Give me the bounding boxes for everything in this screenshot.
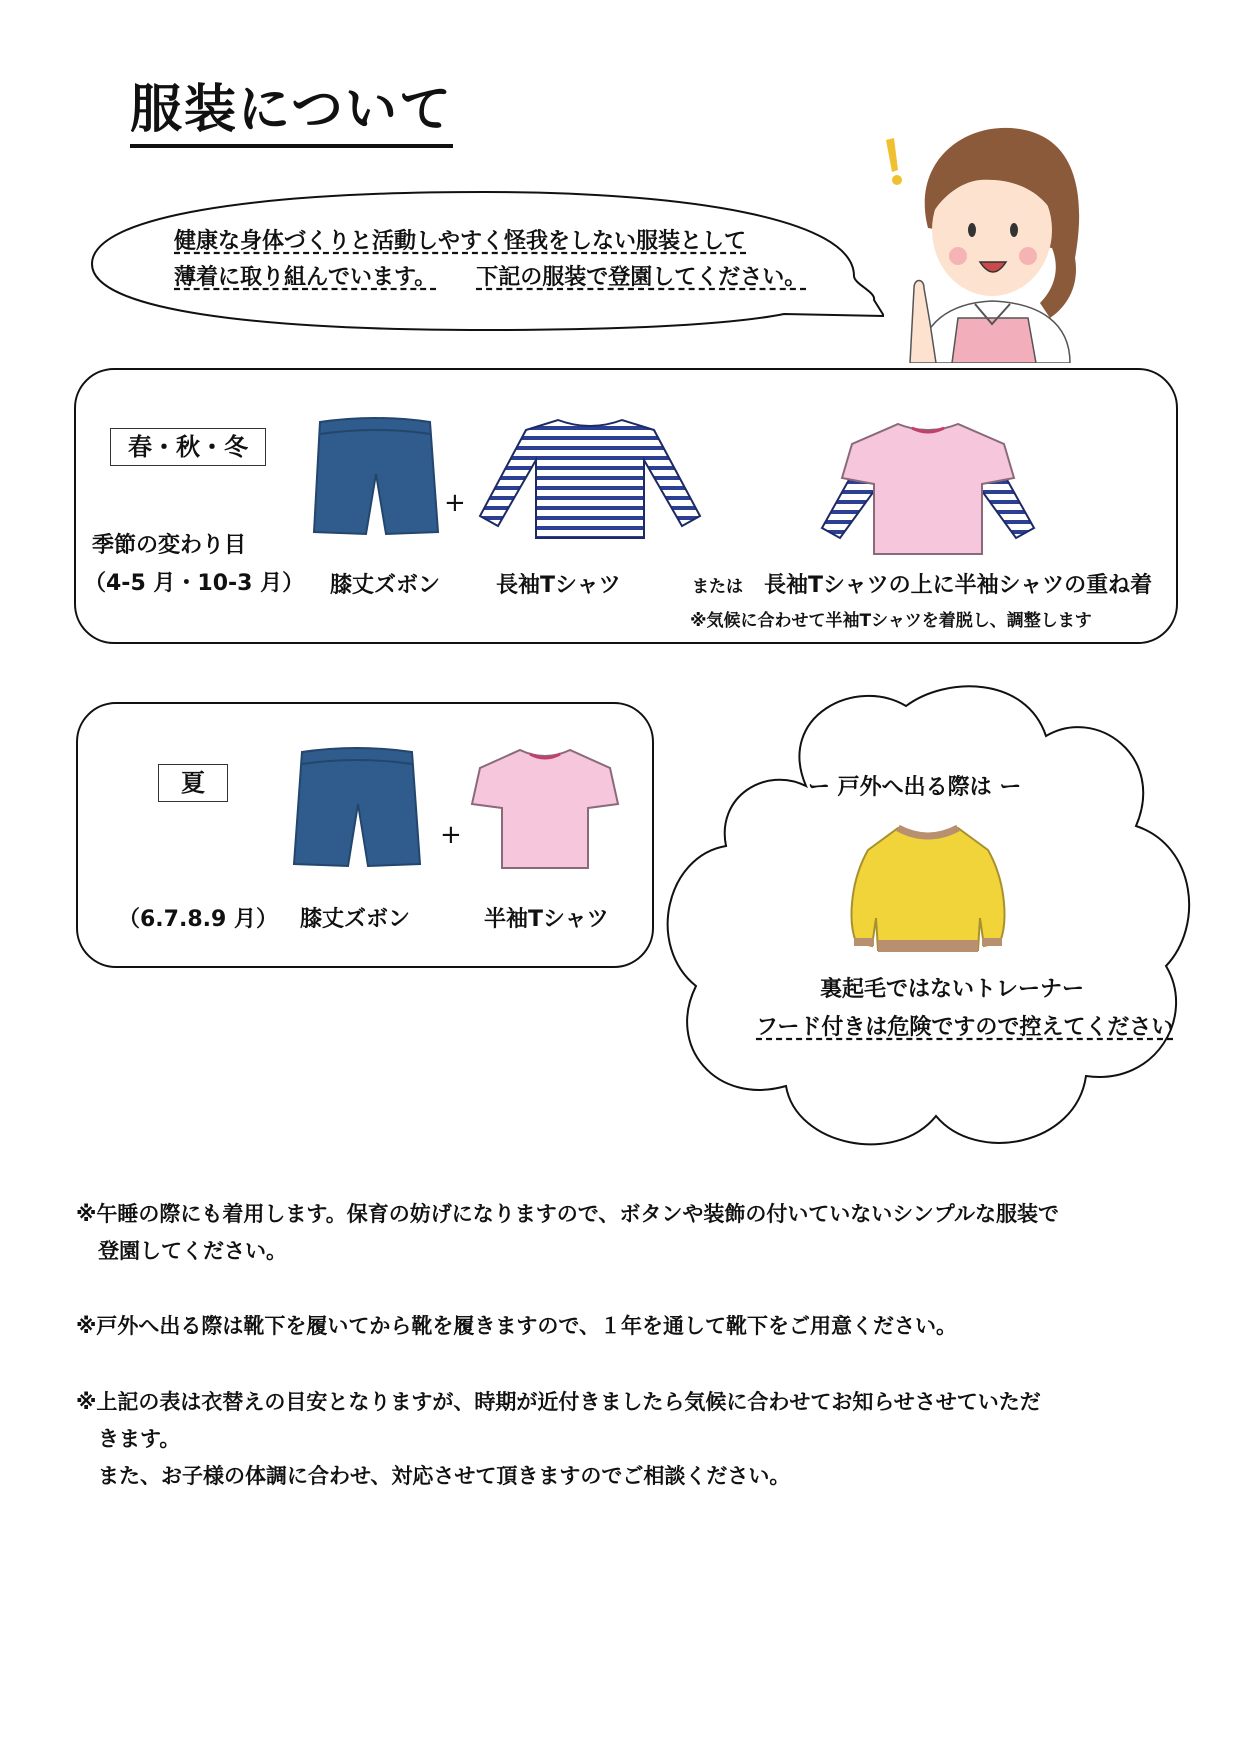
- note-nap: [76, 1196, 1196, 1270]
- note-nap-line-2: 登園してください。: [98, 1239, 287, 1263]
- outdoor-heading: ー 戸外へ出る際は ー: [808, 775, 1022, 800]
- item-label-knee-shorts: 膝丈ズボン: [300, 907, 411, 932]
- note-seasonal-line-3: また、お子様の体調に合わせ、対応させて頂きますのでご相談ください。: [98, 1464, 791, 1488]
- intro-line-2a: 薄着に取り組んでいます。: [174, 265, 437, 290]
- trainer-sweatshirt-illustration: [848, 822, 1008, 956]
- summer-months: （6.7.8.9 月）: [118, 907, 278, 932]
- page-title: 服装について: [130, 78, 453, 148]
- note-seasonal-line-2: きます。: [98, 1427, 181, 1451]
- intro-line-2b: 下記の服装で登園してください。: [476, 265, 807, 290]
- transition-label: 季節の変わり目: [92, 533, 247, 558]
- transition-months: （4-5 月・10-3 月）: [84, 571, 305, 596]
- note-seasonal-change: [76, 1384, 1196, 1495]
- item-label-short-sleeve-tshirt: 半袖Tシャツ: [484, 907, 609, 932]
- item-label-knee-shorts: 膝丈ズボン: [330, 573, 441, 598]
- layered-shirt-illustration: [820, 420, 1036, 556]
- plus-sign: +: [444, 488, 466, 518]
- item-label-long-sleeve-tshirt: 長袖Tシャツ: [496, 573, 621, 598]
- note-socks: ※戸外へ出る際は靴下を履いてから靴を履きますので、１年を通して靴下をご用意ください。: [76, 1314, 957, 1338]
- item-label-layered-shirt: 長袖Tシャツの上に半袖シャツの重ね着: [764, 573, 1153, 598]
- note-nap-line-1: ※午睡の際にも着用します。保育の妨げになりますので、ボタンや装飾の付いていないシンプルな服装で: [76, 1202, 1059, 1226]
- shorts-illustration: [290, 742, 424, 870]
- outdoor-item-trainer: 裏起毛ではないトレーナー: [820, 977, 1085, 1002]
- or-label: または: [692, 577, 743, 597]
- season-label-spring-autumn-winter: 春・秋・冬: [110, 428, 266, 466]
- adjust-note: ※気候に合わせて半袖Tシャツを着脱し、調整します: [690, 611, 1092, 631]
- shorts-illustration: [310, 412, 440, 538]
- teacher-illustration: [880, 118, 1100, 363]
- hood-warning: フード付きは危険ですので控えてください: [756, 1015, 1174, 1040]
- short-sleeve-tshirt-illustration: [470, 746, 620, 870]
- intro-line-2: [174, 260, 806, 296]
- season-label-summer: 夏: [158, 764, 228, 802]
- long-sleeve-striped-tshirt-illustration: [478, 416, 702, 540]
- intro-line-1: 健康な身体づくりと活動しやすく怪我をしない服装として: [174, 229, 747, 254]
- intro-text: [174, 224, 806, 296]
- note-seasonal-line-1: ※上記の表は衣替えの目安となりますが、時期が近付きましたら気候に合わせてお知らせさせていただ: [76, 1390, 1041, 1414]
- plus-sign: +: [440, 820, 462, 850]
